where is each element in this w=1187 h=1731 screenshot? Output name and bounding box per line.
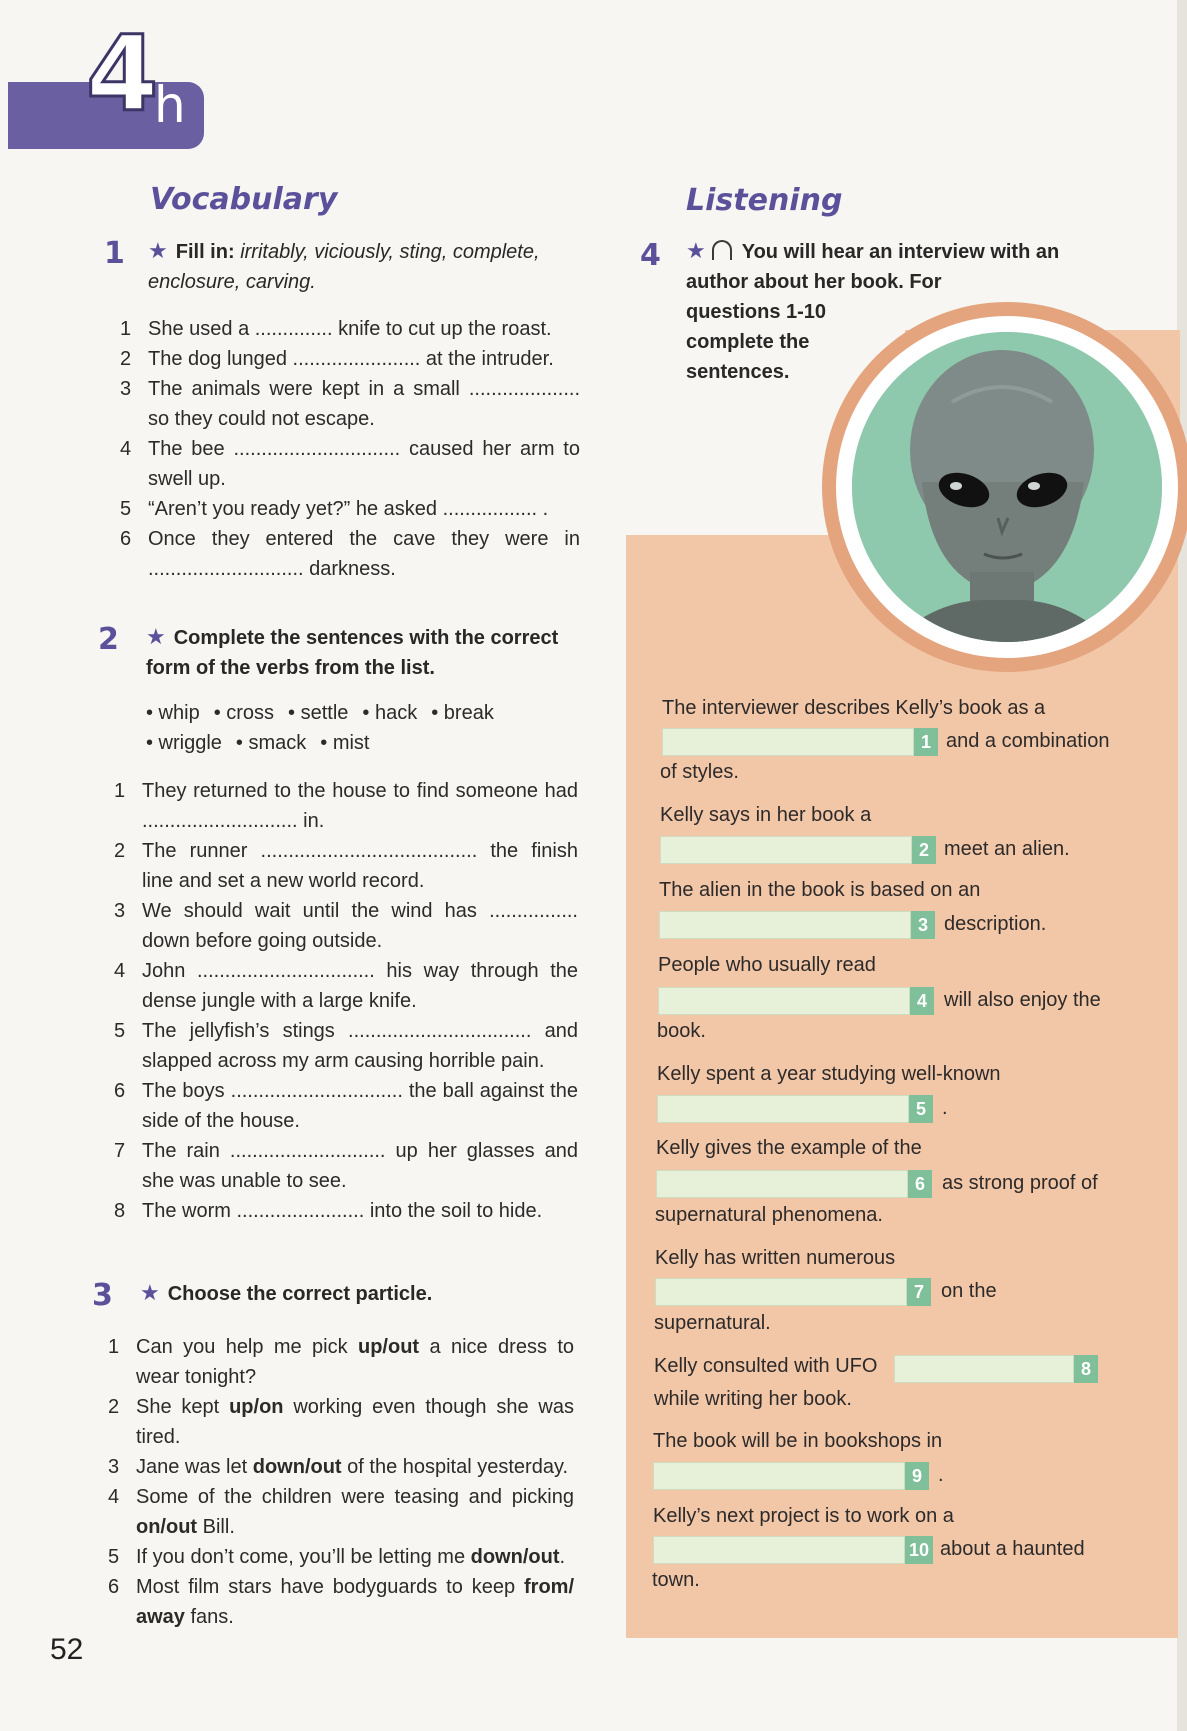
exercise-item: 2 The runner ....................................... the finish line and set a new world record. xyxy=(114,840,578,892)
sentence-6-start: Kelly gives the example of the xyxy=(656,1137,922,1159)
exercise-item: 6 The boys ............................... the ball against the side of the house. xyxy=(114,1080,578,1132)
exercise-item: 8 The worm ....................... into the soil to hide. xyxy=(114,1200,543,1222)
exercise-item: 6 Most film stars have bodyguards to keep from/ away fans. xyxy=(108,1576,574,1628)
exercise-1-instruction xyxy=(148,236,578,297)
unit-letter: h xyxy=(154,76,186,134)
sentence-10-start: Kelly’s next project is to work on a xyxy=(653,1505,954,1527)
star-icon: ★ xyxy=(148,238,168,263)
answer-gap-10[interactable] xyxy=(653,1536,905,1564)
exercise-item: 4 John ................................ his way through the dense jungle with a large knife. xyxy=(114,960,578,1012)
exercise-item: 3 The animals were kept in a small .................... so they could not escape. xyxy=(120,378,580,430)
gap-number-8: 8 xyxy=(1074,1355,1098,1383)
listening-heading: Listening xyxy=(686,183,843,218)
sentence-5-end: . xyxy=(942,1097,948,1119)
verb-list-line-1: • whip • cross • settle • hack • break xyxy=(146,702,494,724)
exercise-item: 3 Jane was let down/out of the hospital yesterday. xyxy=(108,1456,569,1478)
sentence-7-start: Kelly has written numerous xyxy=(655,1247,896,1269)
sentence-5-start: Kelly spent a year studying well-known xyxy=(657,1063,1001,1085)
exercise-item: 5 “Aren’t you ready yet?” he asked ................. . xyxy=(120,498,549,520)
unit-number: 4 xyxy=(86,13,159,135)
exercise-item: 1 She used a .............. knife to cut up the roast. xyxy=(120,318,552,340)
sentence-6-mid: as strong proof of xyxy=(942,1172,1098,1194)
vocabulary-heading: Vocabulary xyxy=(150,182,338,217)
sentence-7-end: supernatural. xyxy=(654,1312,771,1334)
sentence-2-start: Kelly says in her book a xyxy=(660,804,872,826)
exercise-4-instruction: ★ You will hear an interview with an author about her book. For questions 1-10 complete the sentences. xyxy=(686,238,1060,383)
exercise-item: 5 The jellyfish’s stings ................................. and slapped across my arm causing horrible pain. xyxy=(114,1020,578,1072)
sentence-10-mid: about a haunted xyxy=(940,1538,1085,1560)
sentence-1-mid: and a combination xyxy=(946,730,1110,752)
answer-gap-5[interactable] xyxy=(657,1095,909,1123)
sentence-4-start: People who usually read xyxy=(658,954,876,976)
sentence-4-mid: will also enjoy the xyxy=(944,989,1101,1011)
word-list: irritably, viciously, sting, complete, enclosure, carving. xyxy=(148,241,540,293)
answer-gap-1[interactable] xyxy=(662,728,914,756)
exercise-4-number: 4 xyxy=(640,238,661,273)
sentence-2-end: meet an alien. xyxy=(944,838,1070,860)
exercise-2-items xyxy=(114,776,578,1226)
exercise-item: 2 The dog lunged ....................... at the intruder. xyxy=(120,348,554,370)
sentence-1-start: The interviewer describes Kelly’s book as a xyxy=(662,697,1046,719)
sentence-8-end: while writing her book. xyxy=(654,1388,852,1410)
gap-number-7: 7 xyxy=(907,1278,931,1306)
page-edge xyxy=(1177,0,1187,1731)
gap-number-6: 6 xyxy=(908,1170,932,1198)
gap-number-9: 9 xyxy=(905,1462,929,1490)
sentence-3-start: The alien in the book is based on an xyxy=(659,879,981,901)
exercise-item: 2 She kept up/on working even though she was tired. xyxy=(108,1396,574,1448)
exercise-item: 1 Can you help me pick up/out a nice dress to wear tonight? xyxy=(108,1336,575,1388)
sentence-3-end: description. xyxy=(944,913,1047,935)
star-icon: ★ xyxy=(146,624,166,649)
verb-list-line-2: • wriggle • smack • mist xyxy=(146,732,370,754)
exercise-item: 5 If you don’t come, you’ll be letting me down/out. xyxy=(108,1546,566,1568)
sentence-8-start: Kelly consulted with UFO xyxy=(654,1355,878,1377)
exercise-1-items xyxy=(120,314,580,584)
exercise-2-number: 2 xyxy=(98,622,119,657)
headphones-icon xyxy=(712,240,732,260)
sentence-9-end: . xyxy=(938,1464,944,1486)
exercise-item: 4 The bee .............................. caused her arm to swell up. xyxy=(120,438,580,490)
gap-number-10: 10 xyxy=(905,1536,933,1564)
exercise-item: 6 Once they entered the cave they were in ............................ darkness. xyxy=(120,528,580,580)
exercise-3-items xyxy=(108,1332,574,1632)
star-icon: ★ xyxy=(140,1280,160,1305)
answer-gap-2[interactable] xyxy=(660,836,912,864)
sentence-6-end: supernatural phenomena. xyxy=(655,1204,883,1226)
star-icon: ★ xyxy=(686,238,706,263)
answer-gap-4[interactable] xyxy=(658,987,910,1015)
answer-gap-6[interactable] xyxy=(656,1170,908,1198)
answer-gap-3[interactable] xyxy=(659,911,911,939)
answer-gap-9[interactable] xyxy=(653,1462,905,1490)
sentence-10-end: town. xyxy=(652,1569,700,1591)
exercise-1-number: 1 xyxy=(104,236,125,271)
answer-gap-8[interactable] xyxy=(894,1355,1074,1383)
exercise-item: 4 Some of the children were teasing and picking on/out Bill. xyxy=(108,1486,574,1538)
page-number: 52 xyxy=(50,1633,84,1666)
gap-number-3: 3 xyxy=(911,911,935,939)
instruction-lead: Fill in: xyxy=(175,241,235,263)
sentence-7-mid: on the xyxy=(941,1280,997,1302)
gap-number-2: 2 xyxy=(912,836,936,864)
sentence-1-end: of styles. xyxy=(660,761,739,783)
exercise-3-instruction: ★ Choose the correct particle. xyxy=(140,1280,433,1305)
gap-number-1: 1 xyxy=(914,728,938,756)
exercise-item: 3 We should wait until the wind has ................ down before going outside. xyxy=(114,900,578,952)
exercise-item: 1 They returned to the house to find someone had ............................ in. xyxy=(114,780,578,832)
sentence-4-end: book. xyxy=(657,1020,706,1042)
gap-number-5: 5 xyxy=(909,1095,933,1123)
exercise-2-instruction: ★ Complete the sentences with the correct form of the verbs from the list. xyxy=(146,624,559,679)
exercise-3-number: 3 xyxy=(92,1278,113,1313)
gap-number-4: 4 xyxy=(910,987,934,1015)
exercise-item: 7 The rain ............................ up her glasses and she was unable to see. xyxy=(114,1140,578,1192)
answer-gap-7[interactable] xyxy=(655,1278,907,1306)
sentence-9-start: The book will be in bookshops in xyxy=(653,1430,943,1452)
